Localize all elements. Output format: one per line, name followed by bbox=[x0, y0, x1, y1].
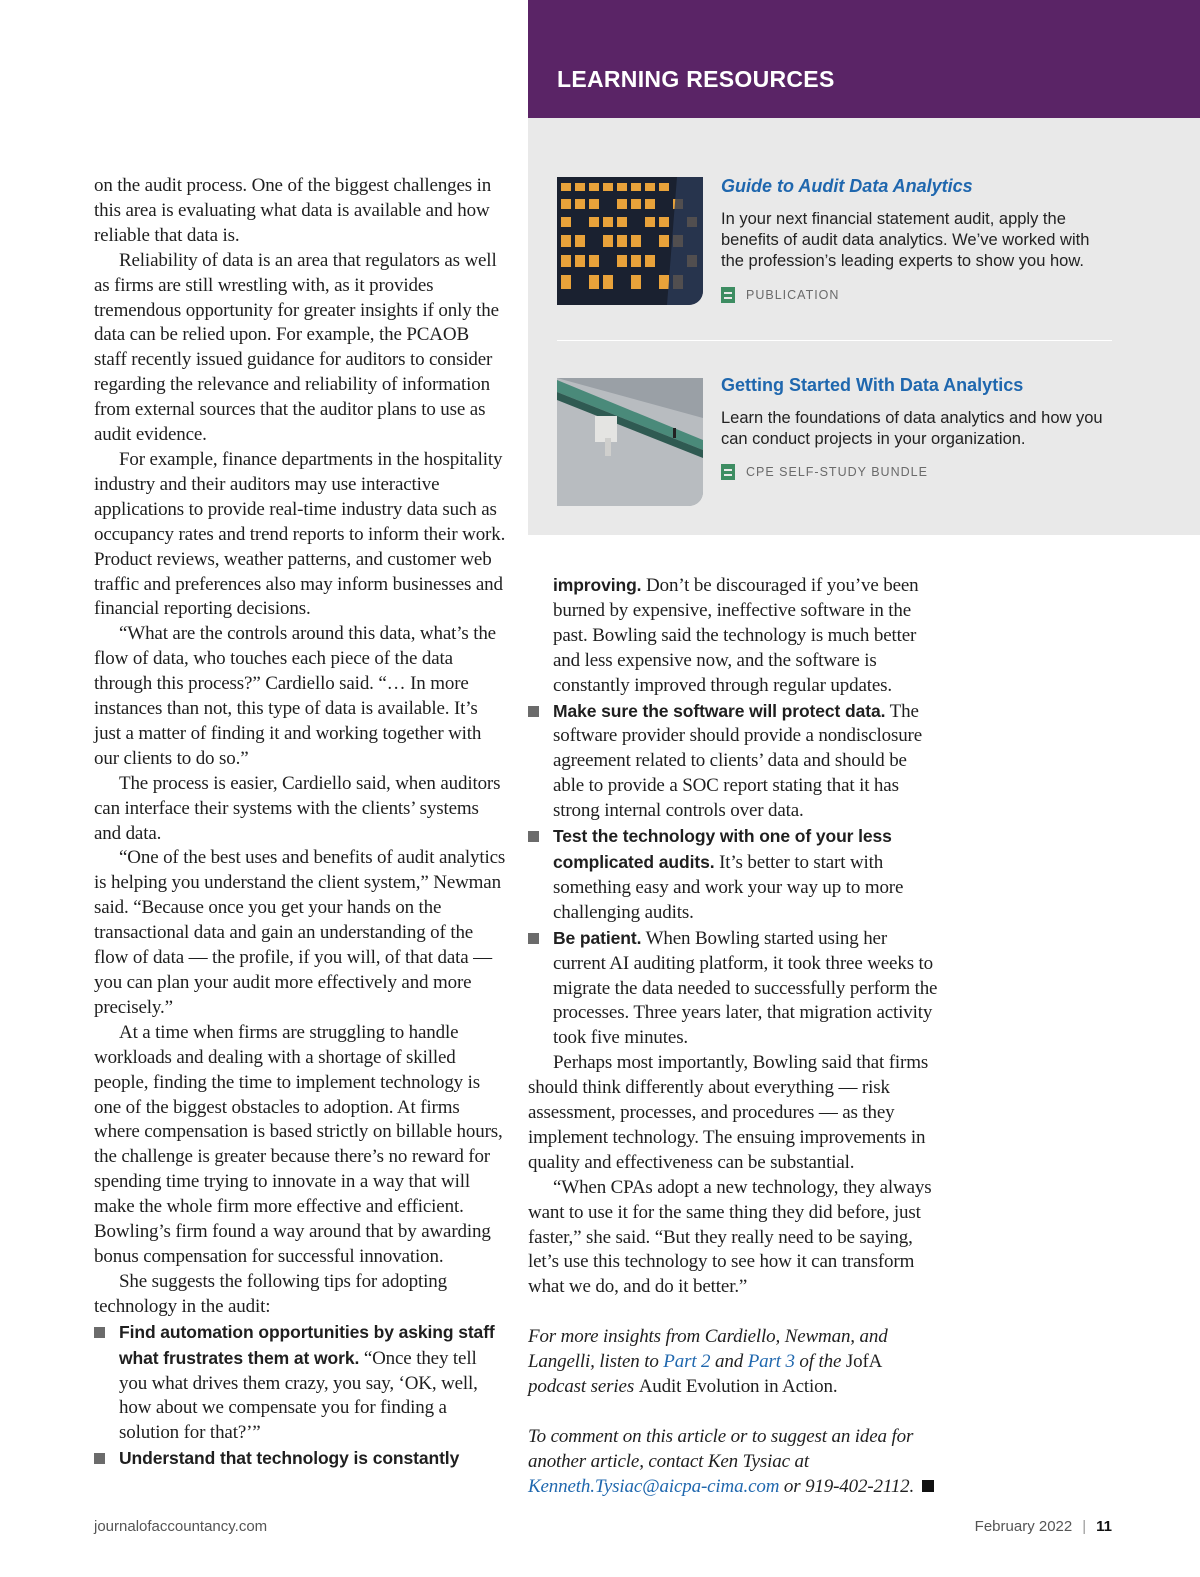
tip-text: Don’t be discouraged if you’ve been burned by expensive, ineffective software in the past. Bowling said the technology is much better and less expensive now, and the software is constantly improved through regular updates. bbox=[553, 575, 919, 696]
tip-bullet bbox=[528, 824, 940, 926]
tip-text: “Once they tell you what drives them crazy, you say, ‘OK, well, how about we compensate you for finding a solution for that?’” bbox=[119, 1347, 478, 1444]
paragraph: “What are the controls around this data, what’s the flow of data, who touches each piece of the data through this process?” Cardiello said. “… In more instances than not, this type of data is available. It’s just a matter of finding it and working together with our clients to do so.” bbox=[94, 623, 496, 769]
note-text: or 919-402-2112. bbox=[779, 1475, 915, 1497]
paragraph: For example, finance departments in the hospitality industry and their auditors may use interactive applications to provide real-time industry data such as occupancy rates and trend reports to inform their work. Product reviews, weather patterns, and customer web traffic and preferences also may inform businesses and financial reporting decisions. bbox=[94, 448, 506, 620]
document-icon bbox=[721, 287, 735, 303]
resource-type-label: CPE SELF-STUDY BUNDLE bbox=[746, 465, 928, 479]
tip-bullet bbox=[528, 699, 940, 825]
tip-continuation bbox=[528, 573, 940, 699]
resource-type-cpe-bundle bbox=[721, 463, 928, 481]
spacer bbox=[528, 1300, 940, 1325]
page-number: 11 bbox=[1096, 1518, 1112, 1535]
tip-heading: Test the technology with one of your less complicated audits. bbox=[553, 826, 892, 872]
paragraph: At a time when firms are struggling to handle workloads and dealing with a shortage of skilled people, finding the time to implement technology is one of the biggest obstacles to adoption. At firms where compensation is based strictly on billable hours, the challenge is greater because there’s no reward for spending time trying to innovate in a way that will make the whole firm more effective and efficient. Bowling’s firm found a way around that by awarding bonus compensation for successful innovation. bbox=[94, 1021, 503, 1267]
tip-heading: improving. bbox=[553, 575, 642, 595]
tip-heading: Be patient. bbox=[553, 927, 642, 948]
note-text: For more insights from Cardiello, Newman, and Langelli, listen to bbox=[528, 1326, 888, 1373]
jofa-name: JofA bbox=[845, 1351, 883, 1373]
resource-divider bbox=[557, 340, 1112, 341]
series-name: Audit Evolution in Action. bbox=[638, 1375, 838, 1397]
article-column-1 bbox=[94, 174, 506, 1472]
paragraph: Perhaps most importantly, Bowling said that firms should think differently about everything — risk assessment, processes, and procedures — as they implement technology. The ensuing improvements in quality and effectiveness can be substantial. bbox=[528, 1052, 929, 1173]
resource-description: In your next financial statement audit, apply the benefits of audit data analytics. We’ve worked with the profession’s leading experts to show you how. bbox=[721, 210, 1090, 270]
document-icon bbox=[721, 464, 735, 480]
tip-text: When Bowling started using her current AI auditing platform, it took three weeks to migrate the data needed to successfully perform the processes. Three years later, that migration activity took five minutes. bbox=[553, 927, 938, 1049]
tip-heading: Make sure the software will protect data. bbox=[553, 700, 886, 721]
tip-heading: Find automation opportunities by asking staff what frustrates them at work. bbox=[119, 1321, 495, 1368]
note-text: and bbox=[710, 1351, 748, 1373]
resource-description: Learn the foundations of data analytics and how you can conduct projects in your organization. bbox=[721, 409, 1103, 448]
spacer bbox=[528, 1400, 940, 1425]
paragraph: on the audit process. One of the biggest challenges in this area is evaluating what data is available and how reliable that data is. bbox=[94, 175, 492, 246]
tip-text: It’s better to start with something easy and work your way up to more challenging audits. bbox=[553, 851, 904, 923]
tip-heading: Understand that technology is constantly bbox=[119, 1448, 460, 1469]
contact-note bbox=[528, 1425, 940, 1500]
learning-resources-panel bbox=[528, 118, 1200, 535]
paragraph: Reliability of data is an area that regulators as well as firms are still wrestling with, as it provides tremendous opportunity for greater insights if only the data can be relied upon. For example, the PCAOB staff recently issued guidance for auditors to consider regarding the relevance and reliability of information from external sources that the auditor plans to use as audit evidence. bbox=[94, 249, 499, 446]
resource-type-publication bbox=[721, 286, 839, 304]
paragraph: “One of the best uses and benefits of audit analytics is helping you understand the client system,” Newman said. “Because once you get your hands on the transactional data and gain an understanding of the flow of data — the profile, if you will, of that data — you can plan your audit more effectively and more precisely.” bbox=[94, 847, 506, 1018]
office-building-photo-icon[interactable] bbox=[557, 177, 703, 305]
paragraph: The process is easier, Cardiello said, when auditors can interface their systems with the clients’ systems and data. bbox=[94, 772, 501, 844]
paragraph: She suggests the following tips for adopting technology in the audit: bbox=[94, 1270, 447, 1317]
paragraph: “When CPAs adopt a new technology, they always want to use it for the same thing they did before, just faster,” she said. “But they really need to be saying, let’s use this technology to see how it can transform what we do, and do it better.” bbox=[528, 1176, 932, 1298]
tip-text: The software provider should provide a nondisclosure agreement related to clients’ data and should be able to provide a SOC report stating that it has strong internal controls over data. bbox=[553, 700, 923, 822]
note-text: podcast series bbox=[528, 1375, 639, 1397]
tip-bullet bbox=[528, 926, 940, 1052]
escalator-photo-icon[interactable] bbox=[557, 378, 703, 506]
learning-resources-header bbox=[528, 0, 1200, 118]
footer-page-info bbox=[975, 1518, 1112, 1535]
tip-bullet bbox=[94, 1320, 506, 1447]
note-text: To comment on this article or to suggest an idea for another article, contact Ken Tysiac at bbox=[528, 1425, 914, 1472]
footer-site[interactable]: journalofaccountancy.com bbox=[94, 1518, 268, 1535]
resource-title-audit-data-analytics[interactable]: Guide to Audit Data Analytics bbox=[721, 176, 973, 196]
part-3-link[interactable]: Part 3 bbox=[747, 1351, 795, 1373]
email-link[interactable]: Kenneth.Tysiac@aicpa-cima.com bbox=[528, 1475, 780, 1497]
resource-title-getting-started[interactable]: Getting Started With Data Analytics bbox=[721, 375, 1024, 395]
tip-bullet bbox=[94, 1446, 506, 1472]
resource-type-label: PUBLICATION bbox=[746, 288, 840, 302]
part-2-link[interactable]: Part 2 bbox=[663, 1351, 711, 1373]
podcast-note bbox=[528, 1325, 940, 1400]
footer-separator: | bbox=[1082, 1518, 1087, 1535]
footer-date: February 2022 bbox=[974, 1518, 1073, 1535]
end-mark-icon bbox=[922, 1480, 934, 1492]
article-column-2 bbox=[528, 573, 940, 1500]
note-text: of the bbox=[794, 1351, 846, 1373]
learning-resources-title: LEARNING RESOURCES bbox=[557, 66, 835, 92]
